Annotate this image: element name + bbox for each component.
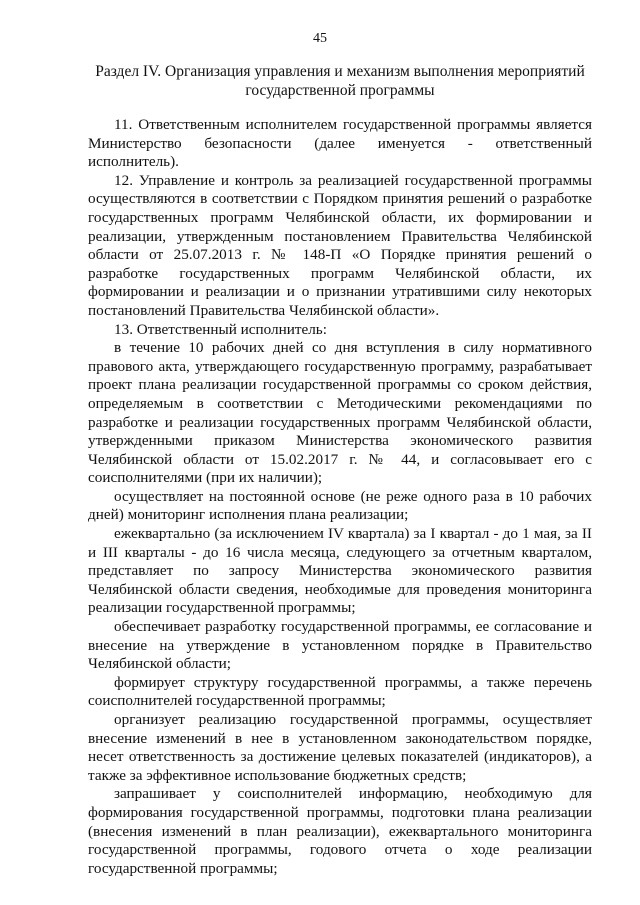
list-item-program-approval: обеспечивает разработку государственной программы, ее согласование и внесение на утверждение в установленном порядке в Правительство Челябинской области; (88, 618, 592, 673)
list-item-program-structure: формирует структуру государственной программы, а также перечень соисполнителей государственной программы; (88, 673, 592, 710)
list-item-quarterly-report: ежеквартально (за исключением IV квартала) за I квартал - до 1 мая, за II и III кварталы - до 16 числа месяца, следующего за отчетным кварталом, представляет по запросу Министерства экономического развития Челябинской области сведения, необходимые для проведения мониторинга реализации государственной программы; (88, 525, 592, 617)
section-title-line1: Раздел IV. Организация управления и механизм выполнения мероприятий (95, 63, 585, 80)
list-item-program-implementation: организует реализацию государственной программы, осуществляет внесение изменений в нее в установленном законодательством порядке, несет ответственность за достижение целевых показателей (индикаторов), а также за эффективное использование бюджетных средств; (88, 711, 592, 784)
section-title-line2: государственной программы (245, 82, 435, 99)
section-title (90, 62, 590, 100)
body-text (88, 116, 592, 878)
paragraph-12: 12. Управление и контроль за реализацией государственной программы осуществляются в соответствии с Порядком принятия решений о разработке государственных программ Челябинской области, их формировании и реализации, утвержденным постановлением Правительства Челябинской области от 25.07.2013 г. № 148-П «О Порядке принятия решений о разработке государственных программ Челябинской области, их формировании и реализации и о признании утратившими силу некоторых постановлений Правительства Челябинской области». (88, 171, 592, 319)
list-item-plan-development: в течение 10 рабочих дней со дня вступления в силу нормативного правового акта, утверждающего государственную программу, разрабатывает проект плана реализации государственной программы со сроком действия, определяемым в соответствии с Методическими рекомендациями по разработке и реализации государственных программ Челябинской области, утвержденными приказом Министерства экономического развития Челябинской области от 15.02.2017 г. № 44, и согласовывает его с соисполнителями (при их наличии); (88, 339, 592, 487)
list-item-information-request: запрашивает у соисполнителей информацию, необходимую для формирования государственной программы, подготовки плана реализации (внесения изменений в план реализации), ежеквартального мониторинга государственной программы, годового отчета о ходе реализации государственной программы; (88, 785, 592, 877)
paragraph-11: 11. Ответственным исполнителем государственной программы является Министерство безопасности (далее именуется - ответственный исполнитель). (88, 116, 592, 171)
page-number: 45 (313, 31, 327, 46)
paragraph-13-heading: 13. Ответственный исполнитель: (114, 320, 327, 338)
list-item-monitoring: осуществляет на постоянной основе (не реже одного раза в 10 рабочих дней) мониторинг исполнения плана реализации; (88, 487, 592, 524)
